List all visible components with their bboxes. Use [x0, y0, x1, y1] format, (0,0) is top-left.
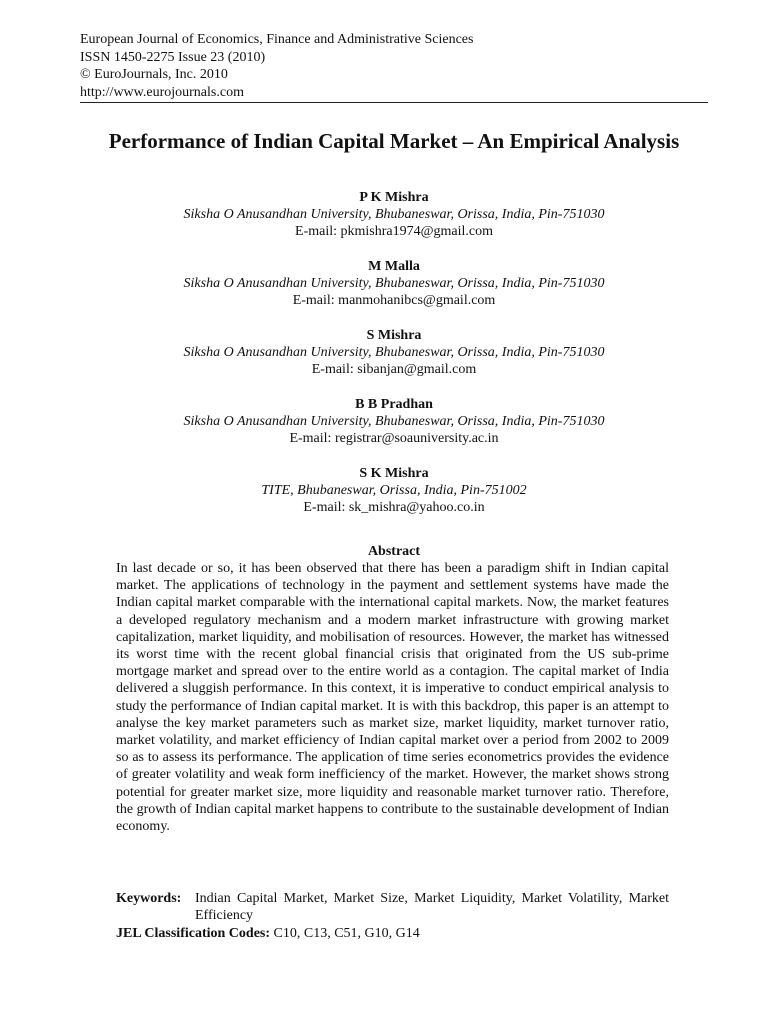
header-divider: [80, 102, 708, 103]
author-block: [100, 396, 688, 465]
author-affiliation: TITE, Bhubaneswar, Orissa, India, Pin-751002: [261, 483, 527, 498]
keywords-label: Keywords:: [116, 891, 182, 906]
author-email: E-mail: manmohanibcs@gmail.com: [292, 293, 496, 308]
journal-issn: ISSN 1450-2275 Issue 23 (2010): [80, 49, 266, 65]
keywords-value: Indian Capital Market, Market Size, Market Liquidity, Market Volatility, Market Efficiency: [195, 891, 669, 923]
jel-value: C10, C13, C51, G10, G14: [270, 926, 420, 941]
author-name: S Mishra: [366, 328, 422, 343]
journal-name: European Journal of Economics, Finance and Administrative Sciences: [80, 32, 474, 47]
author-email: E-mail: sk_mishra@yahoo.co.in: [303, 500, 485, 515]
author-block: [100, 189, 688, 258]
author-email: E-mail: sibanjan@gmail.com: [311, 362, 477, 377]
abstract-heading: Abstract: [367, 544, 421, 559]
author-block: [100, 258, 688, 327]
keywords-section: [116, 890, 669, 924]
abstract-text: In last decade or so, it has been observed that there has been a paradigm shift in Indian capital market. The applications of technology in the payment and settlement systems have made the Indian capital market comparable with the international capital markets. Now, the market features a developed regulatory mechanism and a modern market infrastructure with growing market capitalization, market liquidity, and mobilisation of resources. However, the market has witnessed its worst time with the recent global financial crisis that originated from the US sub-prime mortgage market and spread over to the entire world as a contagion. The capital market of India delivered a sluggish performance. In this context, it is imperative to conduct empirical analysis to study the performance of Indian capital market. It is with this backdrop, this paper is an attempt to analyse the key market parameters such as market size, market liquidity, market turnover ratio, market volatility, and market efficiency of Indian capital market over a period from 2002 to 2009 so as to assess its performance. The application of time series econometrics provides the evidence of greater volatility and weak form inefficiency of the market. However, the market shows strong potential for greater market size, more liquidity and reasonable market turnover ratio. Therefore, the growth of Indian capital market happens to contribute to the sustainable development of Indian economy.: [116, 561, 669, 835]
author-affiliation: Siksha O Anusandhan University, Bhubaneswar, Orissa, India, Pin-751030: [183, 414, 605, 429]
author-email: E-mail: pkmishra1974@gmail.com: [295, 224, 493, 239]
author-name: P K Mishra: [359, 190, 429, 205]
author-name: S K Mishra: [359, 466, 429, 481]
journal-url[interactable]: http://www.eurojournals.com: [80, 84, 244, 100]
journal-copyright: © EuroJournals, Inc. 2010: [80, 67, 228, 82]
author-name: M Malla: [368, 259, 420, 274]
paper-title: Performance of Indian Capital Market – An Empirical Analysis: [108, 129, 680, 153]
journal-header: [80, 31, 708, 101]
author-affiliation: Siksha O Anusandhan University, Bhubaneswar, Orissa, India, Pin-751030: [183, 345, 605, 360]
author-affiliation: Siksha O Anusandhan University, Bhubaneswar, Orissa, India, Pin-751030: [183, 276, 605, 291]
jel-label: JEL Classification Codes:: [116, 926, 271, 941]
jel-codes: [116, 925, 669, 942]
author-block: [100, 465, 688, 534]
author-block: [100, 327, 688, 396]
author-name: B B Pradhan: [355, 397, 433, 412]
author-email: E-mail: registrar@soauniversity.ac.in: [289, 431, 499, 446]
author-list: [100, 189, 688, 534]
author-affiliation: Siksha O Anusandhan University, Bhubaneswar, Orissa, India, Pin-751030: [183, 207, 605, 222]
